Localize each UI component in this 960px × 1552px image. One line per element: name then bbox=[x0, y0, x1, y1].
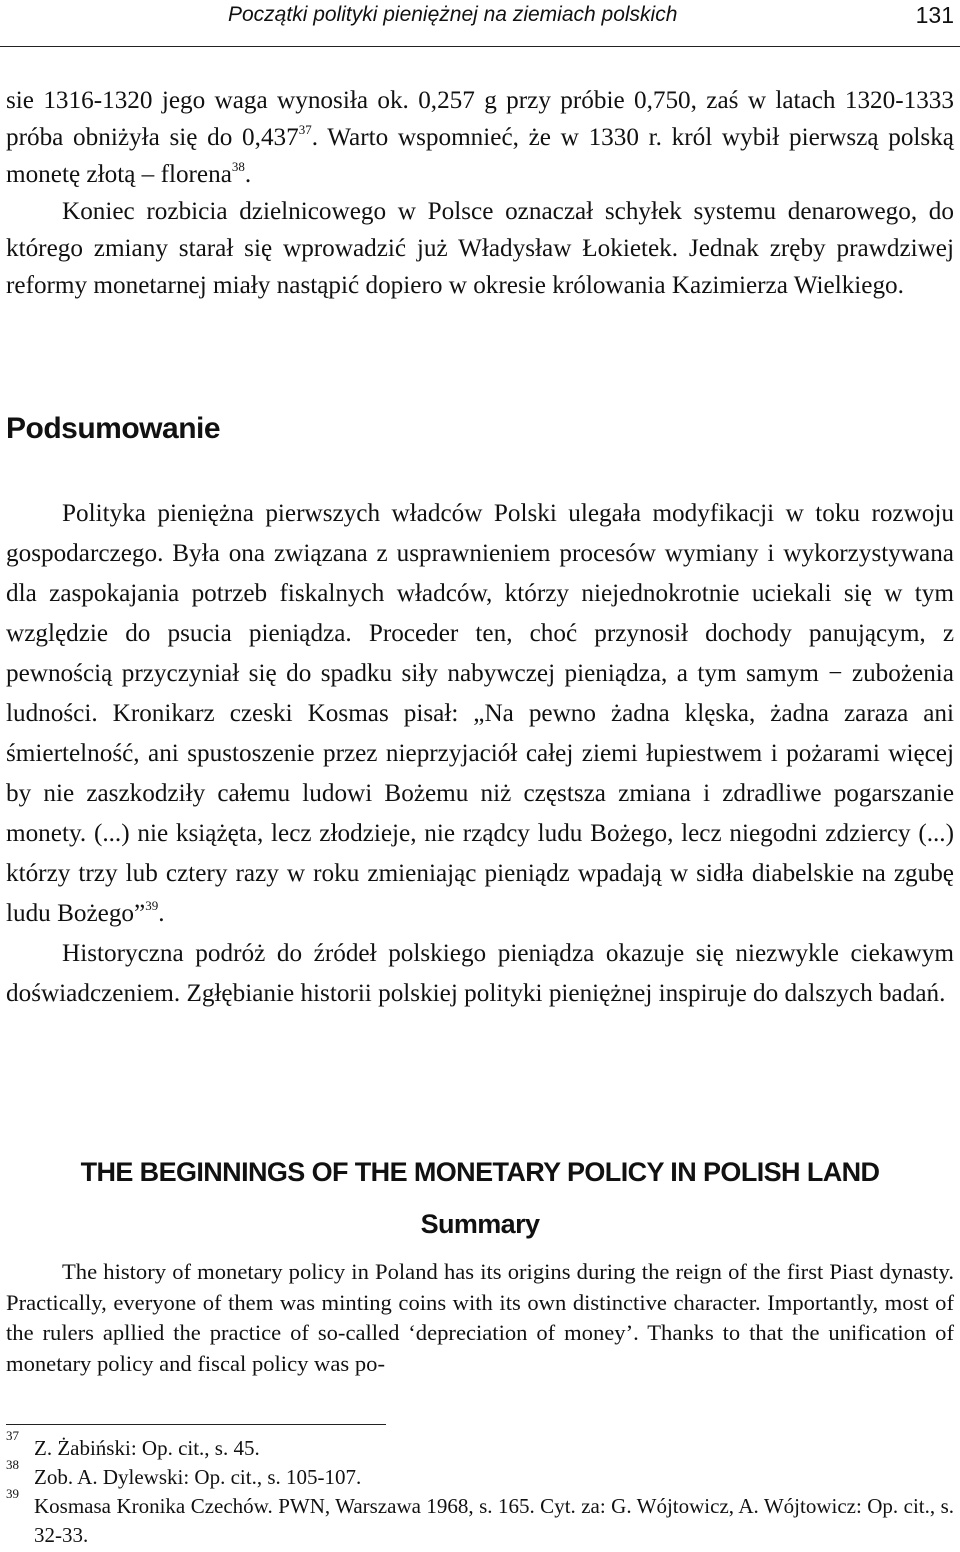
footnote-divider bbox=[6, 1424, 386, 1425]
intro-paragraph bbox=[6, 82, 954, 193]
intro-text-part: . Warto wspomnieć, że w 1330 r. król wybił pierwszą polską monetę złotą – florena bbox=[6, 124, 954, 188]
footnote-number: 39 bbox=[6, 1486, 19, 1501]
running-title: Początki polityki pieniężnej na ziemiach polskich bbox=[228, 3, 678, 26]
footnote-number: 38 bbox=[6, 1457, 19, 1472]
footnote-number: 37 bbox=[6, 1428, 19, 1443]
intro-text bbox=[6, 82, 954, 304]
body-text-part: . bbox=[158, 900, 165, 927]
summary-paragraph: The history of monetary policy in Poland has its origins during the reign of the first Piast dynasty. Practically, everyone of them was minting coins with its own distinctive character. Importantly, most of the rulers apllied the practice of so-called ‘depreciation of money’. Thanks to that the unification of monetary policy and fiscal policy was po- bbox=[6, 1259, 954, 1376]
english-title: THE BEGINNINGS OF THE MONETARY POLICY IN POLISH LAND bbox=[80, 1157, 880, 1187]
body-paragraph bbox=[6, 494, 954, 934]
footnote bbox=[6, 1428, 954, 1463]
footnote-ref: 39 bbox=[145, 898, 159, 913]
intro-text-part: sie 1316-1320 jego waga wynosiła ok. 0,257 g przy próbie 0,750, zaś w latach 1320-1333 próba obniżyła się do 0,437 bbox=[6, 87, 954, 151]
section-heading: Podsumowanie bbox=[6, 412, 221, 445]
footnote-text: Z. Żabiński: Op. cit., s. 45. bbox=[34, 1436, 260, 1460]
footnote bbox=[6, 1457, 954, 1492]
footnotes bbox=[6, 1428, 954, 1550]
body-paragraph: Historyczna podróż do źródeł polskiego pieniądza okazuje się niezwykle ciekawym doświadczeniem. Zgłębianie historii polskiej polityki pieniężnej inspiruje do dalszych badań. bbox=[6, 940, 954, 1007]
english-subtitle: Summary bbox=[420, 1209, 540, 1239]
summary-pl-text bbox=[6, 494, 954, 1014]
footnote-ref: 38 bbox=[231, 159, 245, 174]
running-header bbox=[0, 0, 960, 47]
page-number: 131 bbox=[915, 2, 954, 28]
footnote-ref: 37 bbox=[298, 122, 312, 137]
footnote bbox=[6, 1486, 954, 1550]
footnote-text: Zob. A. Dylewski: Op. cit., s. 105-107. bbox=[34, 1465, 362, 1489]
footnote-text: Kosmasa Kronika Czechów. PWN, Warszawa 1968, s. 165. Cyt. za: G. Wójtowicz, A. Wójtowicz: Op. cit., s. 32-33. bbox=[34, 1494, 954, 1547]
intro-text-part: . bbox=[244, 161, 252, 188]
intro-paragraph-2: Koniec rozbicia dzielnicowego w Polsce oznaczał schyłek systemu denarowego, do którego zmiany starał się wprowadzić już Władysław Łokietek. Jednak zręby prawdziwej reformy monetarnej miały nastąpić dopiero w okresie królowania Kazimierza Wielkiego. bbox=[6, 198, 954, 299]
body-text-part: Polityka pieniężna pierwszych władców Polski ulegała modyfikacji w toku rozwoju gospodarczego. Była ona związana z usprawnieniem procesów wymiany i wykorzystywana dla zaspokajania potrzeb fiskalnych władców, którzy niejednokrotnie uciekali się w tym względzie do psucia pieniądza. Proceder ten, choć przynosił dochody panującym, z pewnością przyczyniał się do spadku siły nabywczej pieniądza, a tym samym − zubożenia ludności. Kronikarz czeski Kosmas pisał: „Na pewno żadna klęska, żadna zaraza ani śmiertelność, ani spustoszenie przez nieprzyjaciół całej ziemi łupiestwem i pożarami więcej by nie zaszkodziły całemu ludowi Bożemu niż częstsza zmiana i zdradliwe pogarszanie monety. (...) nie książęta, lecz złodzieje, nie rządcy ludu Bożego, lecz niegodni zdziercy (...) którzy trzy lub cztery razy w roku zmieniając pieniądz wpadają w sidła diabelskie na zgubę ludu Bożego” bbox=[6, 500, 954, 927]
english-summary bbox=[6, 1257, 954, 1379]
